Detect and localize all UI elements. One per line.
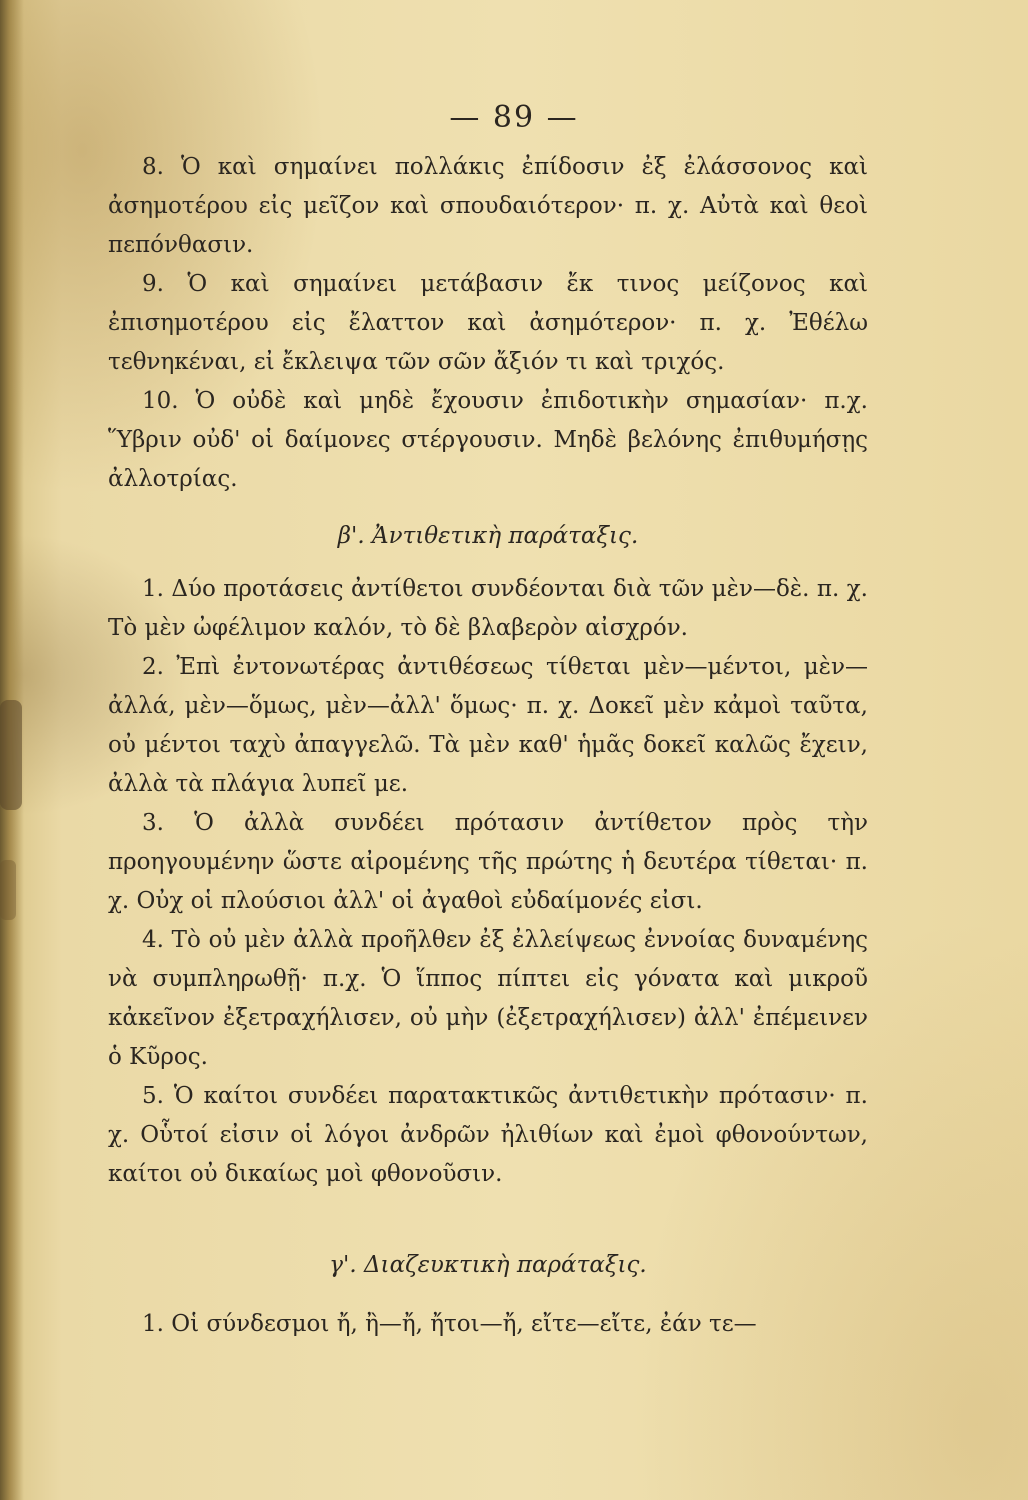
paper-stain xyxy=(0,700,22,810)
paper-stain xyxy=(0,860,16,920)
paragraph-9: 9. Ὁ καὶ σημαίνει μετάβασιν ἔκ τινος μείζονος καὶ ἐπισημοτέρου εἰς ἔλαττον καὶ ἀσημότερον· π. χ. Ἐθέλω τεθνηκέναι, εἰ ἔκλειψα τῶν σῶν ἄξιόν τι καὶ τριχός. xyxy=(108,271,868,375)
section-heading-gamma: γ'. Διαζευκτικὴ παράταξις. xyxy=(329,1252,647,1278)
paragraph-beta-2: 2. Ἐπὶ ἐντονωτέρας ἀντιθέσεως τίθεται μὲν—μέντοι, μὲν—ἀλλά, μὲν—ὅμως, μὲν—ἀλλ' ὅμως· π. χ. Δοκεῖ μὲν κἀμοὶ ταῦτα, οὐ μέντοι ταχὺ ἀπαγγελῶ. Τὰ μὲν καθ' ἡμᾶς δοκεῖ καλῶς ἔχειν, ἀλλὰ τὰ πλάγια λυπεῖ με. xyxy=(108,654,868,797)
paragraph-10: 10. Ὁ οὐδὲ καὶ μηδὲ ἔχουσιν ἐπιδοτικὴν σημασίαν· π.χ. Ὕβριν οὐδ' οἱ δαίμονες στέργουσιν. Μηδὲ βελόνης ἐπιθυμήσῃς ἀλλοτρίας. xyxy=(108,388,868,492)
section-heading-beta: β'. Ἀντιθετικὴ παράταξις. xyxy=(337,523,639,549)
paragraph-beta-1: 1. Δύο προτάσεις ἀντίθετοι συνδέονται διὰ τῶν μὲν—δὲ. π. χ. Τὸ μὲν ὠφέλιμον καλόν, τὸ δὲ βλαβερὸν αἰσχρόν. xyxy=(108,576,868,641)
body-text xyxy=(108,148,868,1344)
paragraph-8: 8. Ὁ καὶ σημαίνει πολλάκις ἐπίδοσιν ἐξ ἐλάσσονος καὶ ἀσημοτέρου εἰς μεῖζον καὶ σπουδαιότερον· π. χ. Αὐτὰ καὶ θεοὶ πεπόνθασιν. xyxy=(108,154,868,258)
paragraph-beta-5: 5. Ὁ καίτοι συνδέει παρατακτικῶς ἀντιθετικὴν πρότασιν· π. χ. Οὗτοί εἰσιν οἱ λόγοι ἀνδρῶν ἠλιθίων καὶ ἐμοὶ φθονούντων, καίτοι οὐ δικαίως μοὶ φθονοῦσιν. xyxy=(108,1083,868,1187)
paragraph-beta-4: 4. Τὸ οὐ μὲν ἀλλὰ προῆλθεν ἐξ ἐλλείψεως ἐννοίας δυναμένης νὰ συμπληρωθῇ· π.χ. Ὁ ἵππος πίπτει εἰς γόνατα καὶ μικροῦ κἀκεῖνον ἐξετραχήλισεν, οὐ μὴν (ἐξετραχήλισεν) ἀλλ' ἐπέμεινεν ὁ Κῦρος. xyxy=(108,927,868,1070)
page-number: — 89 — xyxy=(449,100,579,135)
paragraph-gamma-1: 1. Οἱ σύνδεσμοι ἤ, ἢ—ἤ, ἤτοι—ἤ, εἴτε—εἴτε, ἐάν τε— xyxy=(142,1311,757,1337)
paragraph-beta-3: 3. Ὁ ἀλλὰ συνδέει πρότασιν ἀντίθετον πρὸς τὴν προηγουμένην ὥστε αἰρομένης τῆς πρώτης ἡ δευτέρα τίθεται· π. χ. Οὐχ οἱ πλούσιοι ἀλλ' οἱ ἀγαθοὶ εὐδαίμονές εἰσι. xyxy=(108,810,868,914)
